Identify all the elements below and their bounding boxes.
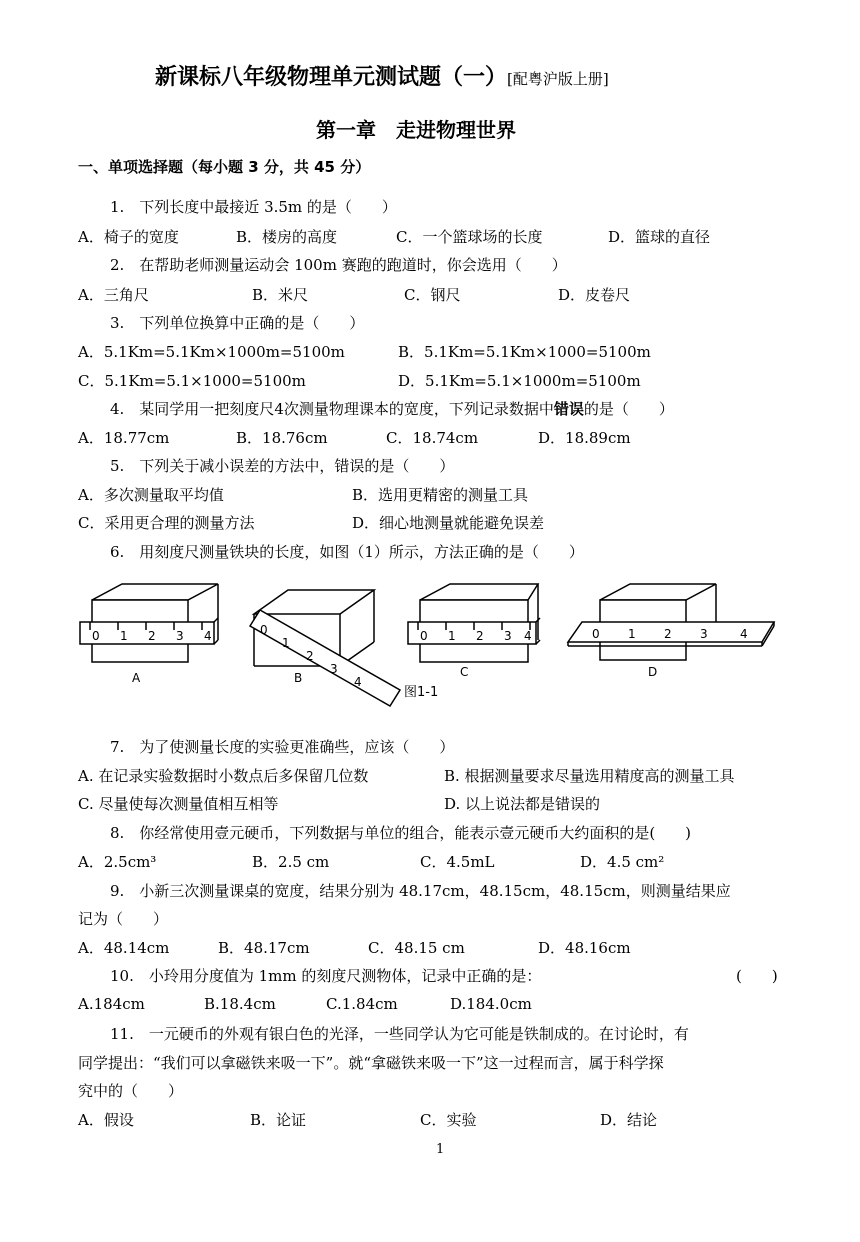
chapter-title: 第一章 走进物理世界 <box>316 118 516 142</box>
figure-c-tick-1: 1 <box>448 629 456 643</box>
q9-option-c: C．48.15 cm <box>368 939 465 957</box>
q4-option-d: D．18.89cm <box>538 429 631 447</box>
q4-option-c: C．18.74cm <box>386 429 479 447</box>
figure-a-tick-4: 4 <box>204 629 212 643</box>
question-8-stem: 8. 你经常使用壹元硬币，下列数据与单位的组合，能表示壹元硬币大约面积的是( ) <box>110 824 692 842</box>
figure-b-tick-0: 0 <box>260 623 268 637</box>
q9-option-b: B．48.17cm <box>218 939 310 957</box>
figure-b-tick-2: 2 <box>306 649 314 663</box>
q4-option-a: A．18.77cm <box>78 429 170 447</box>
page-title <box>155 60 609 91</box>
figure-c-tick-3: 3 <box>504 629 512 643</box>
section-heading: 一、单项选择题（每小题 3 分，共 45 分） <box>78 158 371 176</box>
q8-option-a: A．2.5cm³ <box>78 853 157 871</box>
figure-c-tick-2: 2 <box>476 629 484 643</box>
figure-c-drawing <box>408 584 540 662</box>
q5-option-d: D．细心地测量就能避免误差 <box>352 514 545 532</box>
question-3-stem: 3. 下列单位换算中正确的是（ ） <box>110 314 365 332</box>
q10-option-d: D.184.0cm <box>450 995 532 1013</box>
q9-option-d: D．48.16cm <box>538 939 631 957</box>
q3-option-c: C．5.1Km=5.1×1000=5100m <box>78 372 306 390</box>
title-text: 新课标八年级物理单元测试题（一） <box>155 65 508 90</box>
q3-option-b: B．5.1Km=5.1Km×1000=5100m <box>398 343 651 361</box>
figure-b-tick-1: 1 <box>282 636 290 650</box>
q8-option-c: C．4.5mL <box>420 853 495 871</box>
q11-option-c: C．实验 <box>420 1111 477 1129</box>
figure-d-tick-3: 3 <box>700 627 708 641</box>
q7-option-d: D. 以上说法都是错误的 <box>444 795 601 813</box>
q4-stem-text: 4. 某同学用一把刻度尺4次测量物理课本的宽度，下列记录数据中 <box>110 400 554 418</box>
q4-emphasis: 错误 <box>553 400 584 418</box>
q10-option-a: A.184cm <box>78 995 145 1013</box>
figure-b-tick-4: 4 <box>354 675 362 689</box>
question-11-stem-cont1: 同学提出：“我们可以拿磁铁来吸一下”。就“拿磁铁来吸一下”这一过程而言，属于科学探 <box>78 1054 664 1072</box>
question-10-bracket: ( ) <box>736 967 778 985</box>
question-6-stem: 6. 用刻度尺测量铁块的长度，如图（1）所示，方法正确的是（ ） <box>110 543 584 561</box>
question-7-stem: 7. 为了使测量长度的实验更准确些，应该（ ） <box>110 738 455 756</box>
q5-option-c: C．采用更合理的测量方法 <box>78 514 255 532</box>
q2-option-c: C．钢尺 <box>404 286 461 304</box>
question-1-stem: 1. 下列长度中最接近 3.5m 的是（ ） <box>110 198 397 216</box>
q11-option-b: B．论证 <box>250 1111 307 1129</box>
question-11-stem: 11. 一元硬币的外观有银白色的光泽，一些同学认为它可能是铁制成的。在讨论时，有 <box>110 1025 689 1043</box>
q1-option-a: A．椅子的宽度 <box>78 228 179 246</box>
figure-a-tick-2: 2 <box>148 629 156 643</box>
ruler-figure <box>78 580 778 710</box>
q2-option-b: B．米尺 <box>252 286 309 304</box>
figure-d-tick-1: 1 <box>628 627 636 641</box>
q8-option-d: D．4.5 cm² <box>580 853 665 871</box>
q8-option-b: B．2.5 cm <box>252 853 330 871</box>
question-9-stem: 9. 小新三次测量课桌的宽度，结果分别为 48.17cm，48.15cm，48.15cm，则测量结果应 <box>110 882 731 900</box>
q10-option-b: B.18.4cm <box>204 995 276 1013</box>
question-11-stem-cont2: 究中的（ ） <box>78 1082 184 1100</box>
edition-note: [配粤沪版上册] <box>507 70 609 88</box>
q5-option-a: A．多次测量取平均值 <box>78 486 224 504</box>
figure-c-tick-4: 4 <box>524 629 532 643</box>
q4-option-b: B．18.76cm <box>236 429 328 447</box>
figure-a-drawing <box>80 584 218 662</box>
q2-option-a: A．三角尺 <box>78 286 149 304</box>
figure-label-b: B <box>294 671 303 685</box>
figure-caption: 图1-1 <box>404 685 439 700</box>
figure-d-tick-4: 4 <box>740 627 748 641</box>
page-number: 1 <box>436 1142 445 1157</box>
question-2-stem: 2. 在帮助老师测量运动会 100m 赛跑的跑道时，你会选用（ ） <box>110 256 567 274</box>
q3-option-d: D．5.1Km=5.1×1000m=5100m <box>398 372 641 390</box>
figure-b-tick-3: 3 <box>330 662 338 676</box>
q11-option-a: A．假设 <box>78 1111 134 1129</box>
figure-c-tick-0: 0 <box>420 629 428 643</box>
figure-label-d: D <box>648 665 658 679</box>
figure-a-tick-0: 0 <box>92 629 100 643</box>
q7-option-b: B. 根据测量要求尽量选用精度高的测量工具 <box>444 767 735 785</box>
figure-label-c: C <box>460 665 469 679</box>
figure-d-tick-0: 0 <box>592 627 600 641</box>
figure-b-drawing <box>250 590 400 706</box>
q10-option-c: C.1.84cm <box>326 995 398 1013</box>
q11-option-d: D．结论 <box>600 1111 658 1129</box>
figure-a-tick-1: 1 <box>120 629 128 643</box>
figure-label-a: A <box>132 671 141 685</box>
question-5-stem: 5. 下列关于减小误差的方法中，错误的是（ ） <box>110 457 455 475</box>
question-10-stem: 10. 小玲用分度值为 1mm 的刻度尺测物体，记录中正确的是： <box>110 967 542 985</box>
q4-stem-tail: 的是（ ） <box>583 400 674 418</box>
q7-option-a: A. 在记录实验数据时小数点后多保留几位数 <box>78 767 369 785</box>
figure-a-tick-3: 3 <box>176 629 184 643</box>
question-4-stem <box>110 398 674 419</box>
q2-option-d: D．皮卷尺 <box>558 286 631 304</box>
figure-d-tick-2: 2 <box>664 627 672 641</box>
q5-option-b: B．选用更精密的测量工具 <box>352 486 529 504</box>
q3-option-a: A．5.1Km=5.1Km×1000m=5100m <box>78 343 345 361</box>
question-9-stem-cont: 记为（ ） <box>78 910 169 928</box>
q9-option-a: A．48.14cm <box>78 939 170 957</box>
figure-d-drawing <box>568 584 774 660</box>
q7-option-c: C. 尽量使每次测量值相互相等 <box>78 795 279 813</box>
q1-option-b: B．楼房的高度 <box>236 228 338 246</box>
q1-option-d: D．篮球的直径 <box>608 228 711 246</box>
q1-option-c: C．一个篮球场的长度 <box>396 228 543 246</box>
